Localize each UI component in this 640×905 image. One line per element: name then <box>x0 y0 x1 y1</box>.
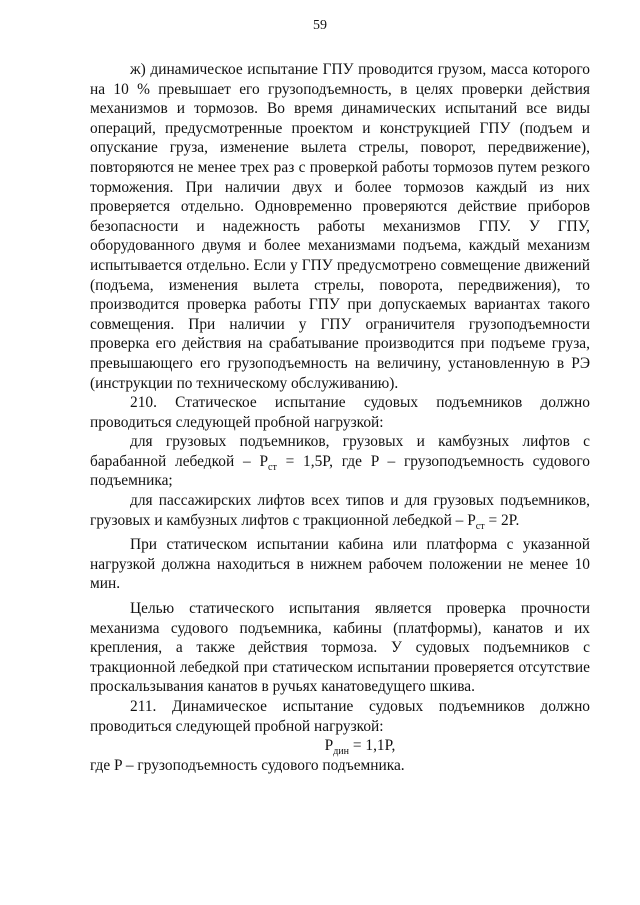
paragraph-dynamic-test-gpu: ж) динамическое испытание ГПУ проводится грузом, масса которого на 10 % превышает его грузоподъемность, в целях проверки действия механизмов и тормозов. Во время динамических испытаний все виды операций, предусмотренные проектом и конструкцией ГПУ (подъем и опускание груза, изменение вылета стрелы, поворот, передвижение), повторяются не менее трех раз с проверкой работы тормозов путем резкого торможения. При наличии двух и более тормозов каждый из них проверяется отдельно. Одновременно проверяются действие приборов безопасности и надежность работы механизмов ГПУ. У ГПУ, оборудованного двумя и более механизмами подъема, каждый механизм испытывается отдельно. Если у ГПУ предусмотрено совмещение движений (подъема, изменения вылета стрелы, поворота, передвижения), то производится проверка работы ГПУ при допускаемых вариантах такого совмещения. При наличии у ГПУ ограничителя грузоподъемности проверка его действия на срабатывание производится при подъеме груза, превышающего его грузоподъемность на величину, установленную в РЭ (инструкции по техническому обслуживанию). <box>90 61 590 392</box>
subscript-st: ст <box>268 461 277 473</box>
paragraph-210-static-test: 210. Статическое испытание судовых подъемников должно проводиться следующей пробной нагрузкой: <box>90 394 590 431</box>
subscript-st: ст <box>475 520 485 532</box>
paragraph-where-p: где P – грузоподъемность судового подъемника. <box>90 756 405 774</box>
drum-winch-text: для грузовых подъемников, грузовых и камбузных лифтов с барабанной лебедкой – P <box>90 433 590 470</box>
formula-dynamic-load <box>90 736 590 756</box>
subscript-din: дин <box>333 746 350 758</box>
paragraph-cabin-position: При статическом испытании кабина или платформа с указанной нагрузкой должна находиться в нижнем рабочем положении не менее 10 мин. <box>90 536 590 593</box>
paragraph-211-dynamic-test: 211. Динамическое испытание судовых подъемников должно проводиться следующей пробной нагрузкой: <box>90 698 590 735</box>
formula-value: = 1,1P, <box>349 737 396 755</box>
paragraph-static-test-purpose: Целью статического испытания является проверка прочности механизма судового подъемника, кабины (платформы), канатов и их крепления, а также действия тормоза. У судовых подъемников с тракционной лебедкой при статическом испытании проверяется отсутствие проскальзывания канатов в ручьях канатоведущего шкива. <box>90 600 590 696</box>
page-number: 59 <box>313 18 327 33</box>
formula-symbol: P <box>324 737 334 755</box>
document-body <box>90 60 590 775</box>
paragraph-drum-winch-load <box>90 432 590 491</box>
traction-winch-text-end: = 2P. <box>484 511 520 529</box>
traction-winch-text: для пассажирских лифтов всех типов и для грузовых подъемников, грузовых и камбузных лифтов с тракционной лебедкой – P <box>90 492 590 529</box>
paragraph-traction-winch-load <box>90 491 590 530</box>
drum-winch-text-end: = 1,5P, где P – грузоподъемность судового подъемника; <box>90 452 590 490</box>
